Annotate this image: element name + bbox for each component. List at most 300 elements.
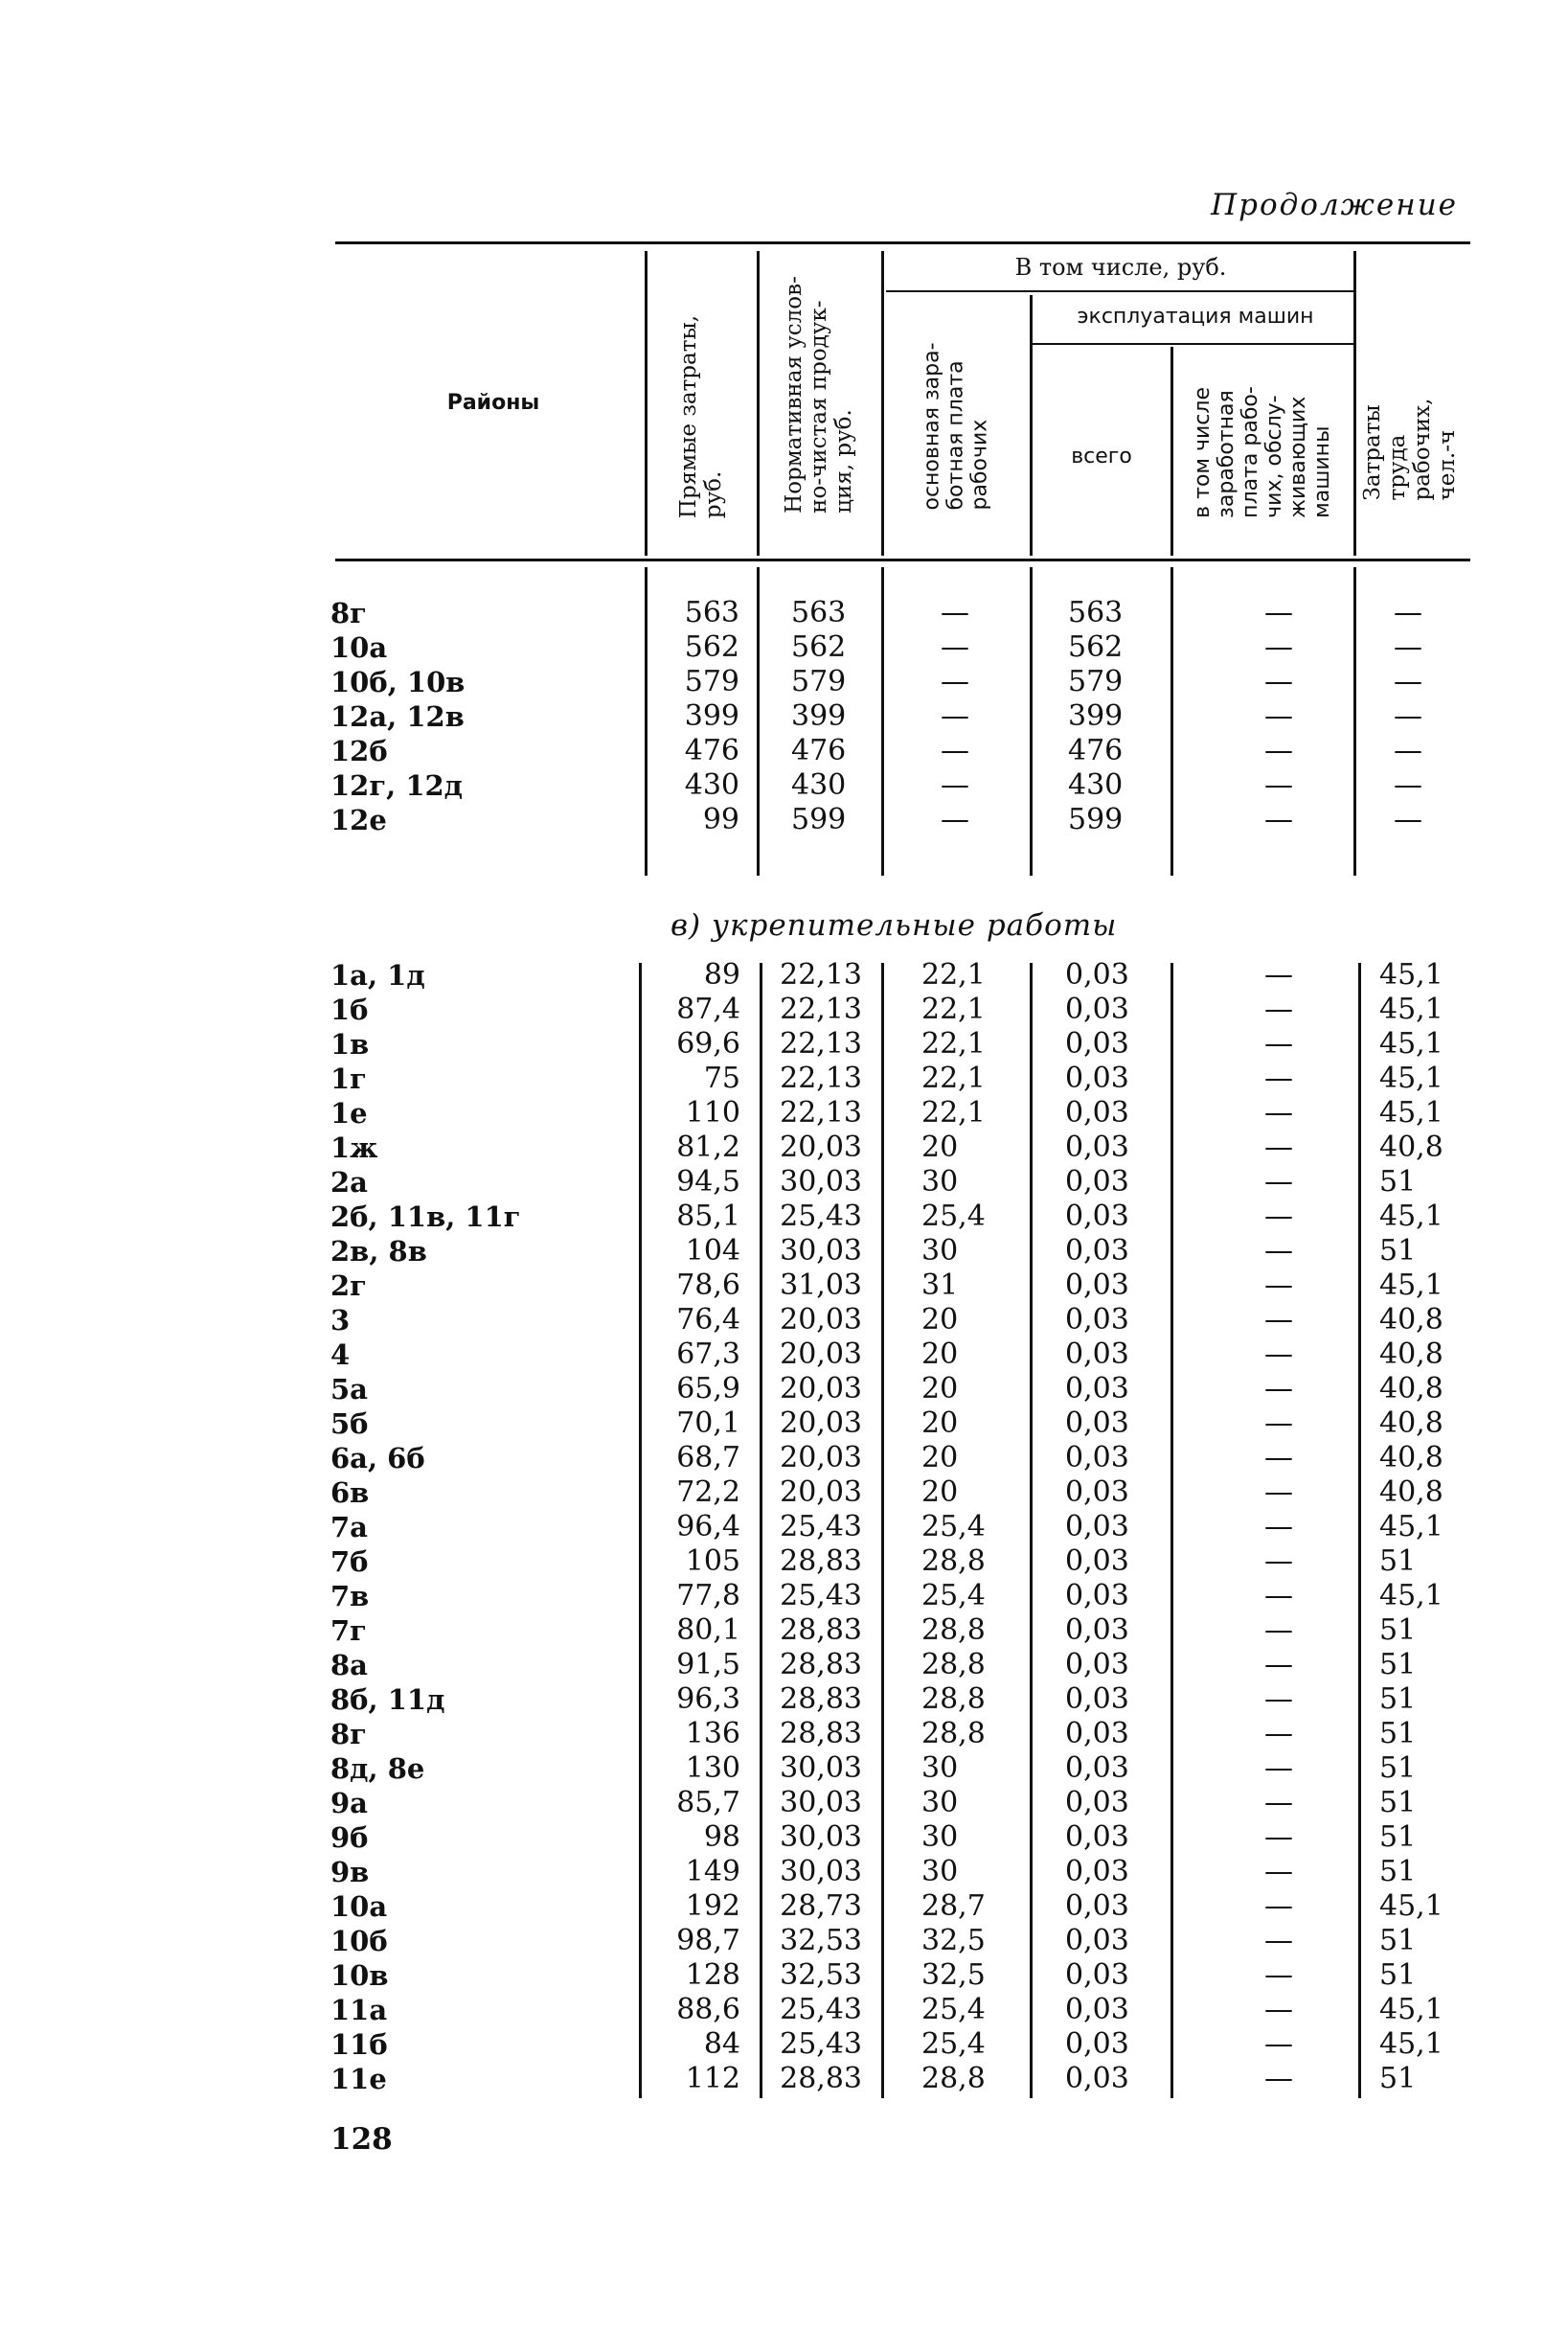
normative-cell: 22,13 [780,993,862,1026]
table-row [0,1200,1568,1234]
base-wage-cell: 25,4 [921,1579,986,1612]
base-wage-cell: 32,5 [921,1958,986,1992]
machines-wage-cell: — [1264,2027,1293,2061]
table-row [0,1510,1568,1544]
direct-cost-cell: 149 [685,1855,740,1888]
normative-cell: 20,03 [780,1372,862,1405]
table-row [0,1855,1568,1889]
machines-wage-cell: — [1264,1993,1293,2026]
labor-cell: — [1394,665,1422,698]
base-wage-cell: — [941,699,969,733]
labor-cell: 51 [1379,1544,1417,1578]
normative-cell: 32,53 [780,1924,862,1957]
direct-cost-cell: 105 [685,1544,740,1578]
direct-cost-cell: 68,7 [676,1441,740,1474]
normative-cell: 30,03 [780,1855,862,1888]
direct-cost-cell: 96,3 [676,1682,740,1716]
normative-cell: 20,03 [780,1441,862,1474]
normative-cell: 28,83 [780,1717,862,1750]
normative-cell: 20,03 [780,1406,862,1440]
machines-wage-cell: — [1264,1234,1293,1268]
region-cell: 10а [330,1890,388,1923]
region-cell: 1б [330,994,369,1026]
region-cell: 12г, 12д [330,769,464,802]
header-vline-2 [757,251,760,556]
machines-wage-cell: — [1264,1544,1293,1578]
machines-total-cell: 0,03 [1065,1579,1129,1612]
normative-cell: 31,03 [780,1268,862,1302]
table-row [0,768,1568,803]
labor-cell: 45,1 [1379,1268,1443,1302]
machines-wage-cell: — [1264,665,1293,698]
base-wage-cell: 25,4 [921,1510,986,1543]
base-wage-cell: 22,1 [921,958,986,992]
base-wage-cell: 30 [921,1855,959,1888]
normative-cell: 30,03 [780,1165,862,1199]
direct-cost-cell: 96,4 [676,1510,740,1543]
labor-cell: 51 [1379,1751,1417,1785]
machines-wage-cell: — [1264,1441,1293,1474]
labor-cell: 51 [1379,1613,1417,1647]
base-wage-cell: 22,1 [921,993,986,1026]
direct-cost-cell: 67,3 [676,1337,740,1371]
machines-wage-cell: — [1264,1613,1293,1647]
normative-cell: 32,53 [780,1958,862,1992]
machines-wage-cell: — [1264,1924,1293,1957]
table-row [0,1131,1568,1165]
header-region: Районы [446,391,540,415]
machines-wage-cell: — [1264,1958,1293,1992]
machines-wage-cell: — [1264,1200,1293,1233]
table-row [0,1924,1568,1958]
normative-cell: 30,03 [780,1820,862,1854]
machines-total-cell: 476 [1068,734,1124,767]
header-group-incl: В том числе, руб. [1014,254,1227,281]
base-wage-cell: — [941,803,969,836]
machines-total-cell: 0,03 [1065,1855,1129,1888]
direct-cost-cell: 87,4 [676,993,740,1026]
base-wage-cell: 20 [921,1406,959,1440]
machines-total-cell: 0,03 [1065,1544,1129,1578]
direct-cost-cell: 78,6 [676,1268,740,1302]
table-row [0,596,1568,630]
machines-wage-cell: — [1264,1786,1293,1819]
base-wage-cell: 30 [921,1165,959,1199]
labor-cell: 45,1 [1379,2027,1443,2061]
machines-total-cell: 0,03 [1065,1337,1129,1371]
table-row [0,1303,1568,1337]
machines-total-cell: 0,03 [1065,1786,1129,1819]
header-direct-costs: Прямые затраты, руб. [676,314,726,519]
base-wage-cell: 28,8 [921,2062,986,2095]
table-row [0,2027,1568,2062]
header-incl-wage: в том числе заработная плата рабо- чих, обслу- живающих машины [1191,386,1334,518]
table-row [0,1993,1568,2027]
direct-cost-cell: 112 [685,2062,740,2095]
header-vline-3 [881,251,884,556]
table-row [0,803,1568,837]
direct-cost-cell: 562 [684,630,739,664]
normative-cell: 28,83 [780,1613,862,1647]
base-wage-cell: 22,1 [921,1027,986,1061]
machines-wage-cell: — [1264,1475,1293,1509]
region-cell: 3 [330,1304,351,1337]
labor-cell: 45,1 [1379,1993,1443,2026]
machines-wage-cell: — [1264,2062,1293,2095]
region-cell: 1е [330,1097,368,1130]
machines-total-cell: 0,03 [1065,2027,1129,2061]
region-cell: 7б [330,1545,369,1578]
region-cell: 7г [330,1614,367,1647]
normative-cell: 22,13 [780,1027,862,1061]
machines-wage-cell: — [1264,1889,1293,1923]
table-row [0,1441,1568,1475]
table-row [0,665,1568,699]
region-cell: 2а [330,1166,368,1199]
labor-cell: 51 [1379,1234,1417,1268]
normative-cell: 30,03 [780,1751,862,1785]
base-wage-cell: 20 [921,1475,959,1509]
machines-wage-cell: — [1264,1268,1293,1302]
labor-cell: — [1394,803,1422,836]
labor-cell: 45,1 [1379,1579,1443,1612]
base-wage-cell: 28,8 [921,1613,986,1647]
direct-cost-cell: 104 [685,1234,740,1268]
normative-cell: 28,73 [780,1889,862,1923]
table-row [0,1337,1568,1372]
labor-cell: 45,1 [1379,1510,1443,1543]
direct-cost-cell: 77,8 [676,1579,740,1612]
base-wage-cell: 20 [921,1337,959,1371]
machines-wage-cell: — [1264,803,1293,836]
region-cell: 12е [330,804,387,836]
header-labor-costs: Затраты труда рабочих, чел.-ч [1360,398,1460,501]
header-vline-5 [1170,347,1173,556]
direct-cost-cell: 85,7 [676,1786,740,1819]
normative-cell: 20,03 [780,1131,862,1164]
table-row [0,1958,1568,1993]
machines-total-cell: 0,03 [1065,1889,1129,1923]
direct-cost-cell: 76,4 [676,1303,740,1337]
machines-wage-cell: — [1264,1372,1293,1405]
group-machines-rule [1030,343,1355,345]
machines-total-cell: 0,03 [1065,1131,1129,1164]
region-cell: 7а [330,1511,368,1543]
base-wage-cell: 32,5 [921,1924,986,1957]
region-cell: 8д, 8е [330,1752,425,1785]
table-row [0,1820,1568,1855]
base-wage-cell: — [941,734,969,767]
base-wage-cell: — [941,768,969,802]
machines-total-cell: 0,03 [1065,1268,1129,1302]
direct-cost-cell: 91,5 [676,1648,740,1681]
normative-cell: 30,03 [780,1234,862,1268]
machines-total-cell: 0,03 [1065,1406,1129,1440]
region-cell: 2г [330,1269,367,1302]
labor-cell: 51 [1379,1786,1417,1819]
direct-cost-cell: 563 [684,596,739,629]
labor-cell: — [1394,699,1422,733]
table-row [0,699,1568,734]
region-cell: 11е [330,2063,387,2095]
header-group-machines: эксплуатация машин [1077,305,1314,329]
machines-wage-cell: — [1264,1337,1293,1371]
direct-cost-cell: 579 [684,665,739,698]
region-cell: 1а, 1д [330,959,425,992]
labor-cell: 40,8 [1379,1337,1443,1371]
direct-cost-cell: 89 [703,958,740,992]
region-cell: 11б [330,2028,388,2061]
normative-cell: 28,83 [780,1544,862,1578]
region-cell: 2б, 11в, 11г [330,1200,521,1233]
labor-cell: 45,1 [1379,1096,1443,1130]
labor-cell: — [1394,734,1422,767]
table-row [0,1682,1568,1717]
labor-cell: 51 [1379,1820,1417,1854]
region-cell: 8г [330,597,367,629]
direct-cost-cell: 94,5 [676,1165,740,1199]
table-row [0,1717,1568,1751]
header-base-wage: основная зара- ботная плата рабочих [920,342,992,511]
normative-cell: 28,83 [780,1648,862,1681]
region-cell: 1в [330,1028,370,1061]
direct-cost-cell: 65,9 [676,1372,740,1405]
machines-total-cell: 0,03 [1065,1820,1129,1854]
table-row [0,1579,1568,1613]
table-row [0,1165,1568,1200]
direct-cost-cell: 136 [685,1717,740,1750]
header-total: всего [1071,445,1132,468]
machines-total-cell: 399 [1068,699,1124,733]
labor-cell: 51 [1379,1924,1417,1957]
normative-cell: 22,13 [780,1096,862,1130]
table-row [0,1027,1568,1062]
page-number: 128 [330,2122,393,2157]
region-cell: 10а [330,631,388,664]
table-row [0,1268,1568,1303]
direct-cost-cell: 98,7 [676,1924,740,1957]
labor-cell: 40,8 [1379,1406,1443,1440]
normative-cell: 25,43 [780,1510,862,1543]
base-wage-cell: 25,4 [921,2027,986,2061]
base-wage-cell: 28,8 [921,1648,986,1681]
base-wage-cell: 25,4 [921,1993,986,2026]
labor-cell: 51 [1379,1855,1417,1888]
machines-total-cell: 0,03 [1065,958,1129,992]
table-row [0,2062,1568,2096]
table-row [0,993,1568,1027]
machines-wage-cell: — [1264,1062,1293,1095]
machines-total-cell: 0,03 [1065,1648,1129,1681]
machines-total-cell: 0,03 [1065,1717,1129,1750]
base-wage-cell: 20 [921,1131,959,1164]
normative-cell: 599 [791,803,847,836]
header-vline-6 [1353,251,1356,556]
machines-total-cell: 0,03 [1065,1993,1129,2026]
base-wage-cell: — [941,596,969,629]
machines-wage-cell: — [1264,1510,1293,1543]
machines-total-cell: 0,03 [1065,1027,1129,1061]
machines-wage-cell: — [1264,768,1293,802]
direct-cost-cell: 128 [685,1958,740,1992]
direct-cost-cell: 130 [685,1751,740,1785]
base-wage-cell: 30 [921,1234,959,1268]
labor-cell: 51 [1379,1682,1417,1716]
base-wage-cell: 20 [921,1441,959,1474]
base-wage-cell: 25,4 [921,1200,986,1233]
machines-total-cell: 0,03 [1065,1958,1129,1992]
labor-cell: 45,1 [1379,1027,1443,1061]
group-incl-rule [886,290,1355,292]
machines-wage-cell: — [1264,596,1293,629]
labor-cell: 45,1 [1379,958,1443,992]
machines-total-cell: 0,03 [1065,1751,1129,1785]
base-wage-cell: — [941,665,969,698]
base-wage-cell: — [941,630,969,664]
machines-total-cell: 0,03 [1065,1096,1129,1130]
normative-cell: 399 [791,699,847,733]
base-wage-cell: 20 [921,1303,959,1337]
machines-wage-cell: — [1264,699,1293,733]
direct-cost-cell: 476 [684,734,739,767]
base-wage-cell: 31 [921,1268,959,1302]
table-row [0,1544,1568,1579]
machines-total-cell: 0,03 [1065,1372,1129,1405]
region-cell: 9в [330,1856,370,1888]
machines-total-cell: 430 [1068,768,1124,802]
normative-cell: 476 [791,734,847,767]
base-wage-cell: 30 [921,1820,959,1854]
table-row [0,958,1568,993]
machines-total-cell: 579 [1068,665,1124,698]
base-wage-cell: 30 [921,1751,959,1785]
labor-cell: 40,8 [1379,1131,1443,1164]
header-bottom-rule [335,559,1470,561]
machines-wage-cell: — [1264,1131,1293,1164]
labor-cell: 51 [1379,1717,1417,1750]
labor-cell: 51 [1379,2062,1417,2095]
normative-cell: 25,43 [780,1579,862,1612]
labor-cell: 45,1 [1379,993,1443,1026]
region-cell: 10в [330,1959,389,1992]
labor-cell: 45,1 [1379,1062,1443,1095]
region-cell: 6а, 6б [330,1442,425,1474]
region-cell: 11а [330,1994,388,2026]
normative-cell: 579 [791,665,847,698]
labor-cell: — [1394,768,1422,802]
machines-total-cell: 563 [1068,596,1124,629]
table-row [0,1889,1568,1924]
normative-cell: 25,43 [780,1993,862,2026]
machines-wage-cell: — [1264,958,1293,992]
normative-cell: 22,13 [780,1062,862,1095]
labor-cell: 40,8 [1379,1372,1443,1405]
region-cell: 9б [330,1821,369,1854]
machines-total-cell: 0,03 [1065,1062,1129,1095]
machines-total-cell: 0,03 [1065,1303,1129,1337]
direct-cost-cell: 69,6 [676,1027,740,1061]
region-cell: 12а, 12в [330,700,465,733]
direct-cost-cell: 72,2 [676,1475,740,1509]
region-cell: 6в [330,1476,370,1509]
region-cell: 8а [330,1649,368,1681]
labor-cell: 40,8 [1379,1441,1443,1474]
base-wage-cell: 30 [921,1786,959,1819]
table-row [0,1648,1568,1682]
region-cell: 5б [330,1407,369,1440]
direct-cost-cell: 85,1 [676,1200,740,1233]
region-cell: 10б [330,1925,388,1957]
direct-cost-cell: 192 [685,1889,740,1923]
machines-wage-cell: — [1264,1717,1293,1750]
labor-cell: 45,1 [1379,1200,1443,1233]
region-cell: 2в, 8в [330,1235,427,1268]
table-row [0,1234,1568,1268]
machines-total-cell: 0,03 [1065,1682,1129,1716]
machines-total-cell: 0,03 [1065,1924,1129,1957]
region-cell: 10б, 10в [330,666,466,698]
direct-cost-cell: 75 [703,1062,740,1095]
base-wage-cell: 28,8 [921,1717,986,1750]
machines-total-cell: 0,03 [1065,993,1129,1026]
normative-cell: 430 [791,768,847,802]
machines-total-cell: 0,03 [1065,1165,1129,1199]
direct-cost-cell: 98 [703,1820,740,1854]
normative-cell: 25,43 [780,2027,862,2061]
header-normative-product: Нормативная услов- но-чистая продук- ция, руб. [782,276,856,514]
labor-cell: 51 [1379,1958,1417,1992]
machines-wage-cell: — [1264,1751,1293,1785]
normative-cell: 20,03 [780,1475,862,1509]
machines-wage-cell: — [1264,1406,1293,1440]
machines-total-cell: 0,03 [1065,2062,1129,2095]
normative-cell: 28,83 [780,1682,862,1716]
machines-wage-cell: — [1264,734,1293,767]
base-wage-cell: 28,8 [921,1544,986,1578]
table-row [0,1406,1568,1441]
table-row [0,1786,1568,1820]
header-top-rule [335,241,1470,244]
normative-cell: 22,13 [780,958,862,992]
direct-cost-cell: 88,6 [676,1993,740,2026]
region-cell: 4 [330,1338,351,1371]
region-cell: 1г [330,1063,367,1095]
labor-cell: 51 [1379,1165,1417,1199]
region-cell: 8б, 11д [330,1683,445,1716]
machines-wage-cell: — [1264,1855,1293,1888]
region-cell: 12б [330,735,388,767]
machines-wage-cell: — [1264,1096,1293,1130]
machines-total-cell: 562 [1068,630,1124,664]
machines-wage-cell: — [1264,993,1293,1026]
machines-total-cell: 0,03 [1065,1234,1129,1268]
region-cell: 9а [330,1787,368,1819]
table-row [0,1062,1568,1096]
normative-cell: 563 [791,596,847,629]
direct-cost-cell: 84 [703,2027,740,2061]
table-row [0,1372,1568,1406]
machines-wage-cell: — [1264,1579,1293,1612]
machines-wage-cell: — [1264,1820,1293,1854]
direct-cost-cell: 81,2 [676,1131,740,1164]
direct-cost-cell: 70,1 [676,1406,740,1440]
table-row [0,1751,1568,1786]
region-cell: 1ж [330,1131,378,1164]
header-vline-4 [1030,295,1033,556]
base-wage-cell: 22,1 [921,1062,986,1095]
normative-cell: 25,43 [780,1200,862,1233]
base-wage-cell: 28,7 [921,1889,986,1923]
